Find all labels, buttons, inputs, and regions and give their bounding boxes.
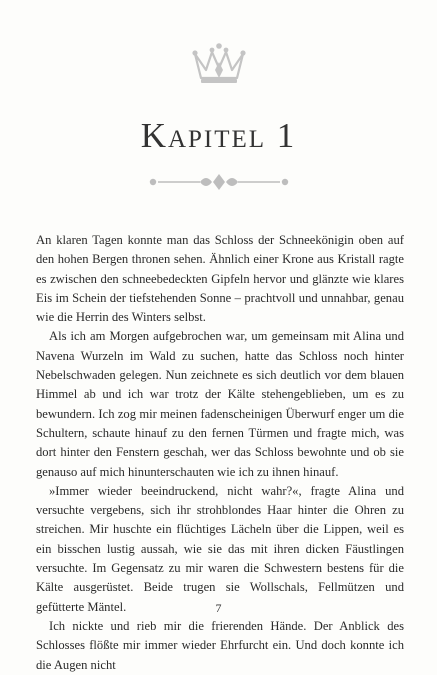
page-number: 7 xyxy=(215,601,222,615)
ornament-divider-icon xyxy=(148,171,290,193)
paragraph: Als ich am Morgen aufgebrochen war, um gemeinsam mit Alina und Navena Wurzeln im Wald zu suchen, hatte das Schloss noch hinter Nebelschwaden gelegen. Nun zeichnete es sich deutlich vor dem blauen Himmel ab und ich war trotz der Kälte stehengeblieben, um es zu bewundern. Ich zog mir meinen fadenscheinigen Überwurf enger um die Schultern, schaute hinauf zu den fernen Türmen und fragte mich, was dort hinter den Fenstern geschah, wer das Schloss bewohnte und ob sie genauso auf mich hinunterschauten wie ich zu ihnen hinauf. xyxy=(36,329,404,479)
chapter-title: Kapitel 1 xyxy=(140,116,297,155)
crown-icon xyxy=(192,42,246,90)
paragraph: Ich nickte und rieb mir die frierenden Hände. Der Anblick des Schlosses flößte mir immer wieder Ehrfurcht ein. Und doch konnte ich die Augen nicht xyxy=(36,618,404,672)
paragraph: An klaren Tagen konnte man das Schloss der Schneekönigin oben auf den hohen Bergen thronen sehen. Ähnlich einer Krone aus Kristall ragte es zwischen den schneebedeckten Gipfeln hervor und glänzte wie klares Eis im Schein der tiefstehenden Sonne – prachtvoll und unnahbar, genau wie die Herrin des Winters selbst. xyxy=(36,233,404,325)
paragraph: »Immer wieder beeindruckend, nicht wahr?«, fragte Alina und versuchte vergebens, sich ihr strohblondes Haar hinter die Ohren zu streichen. Mir huschte ein flüchtiges Lächeln über die Lippen, weil es ein bisschen lustig aussah, wie sie das mit ihren dicken Fäustlingen versuchte. Im Gegensatz zu mir waren die Schwestern bestens für die Kälte ausgerüstet. Beide trugen sie Wollschals, Fellmützen und gefütterte Mäntel. xyxy=(36,483,404,614)
